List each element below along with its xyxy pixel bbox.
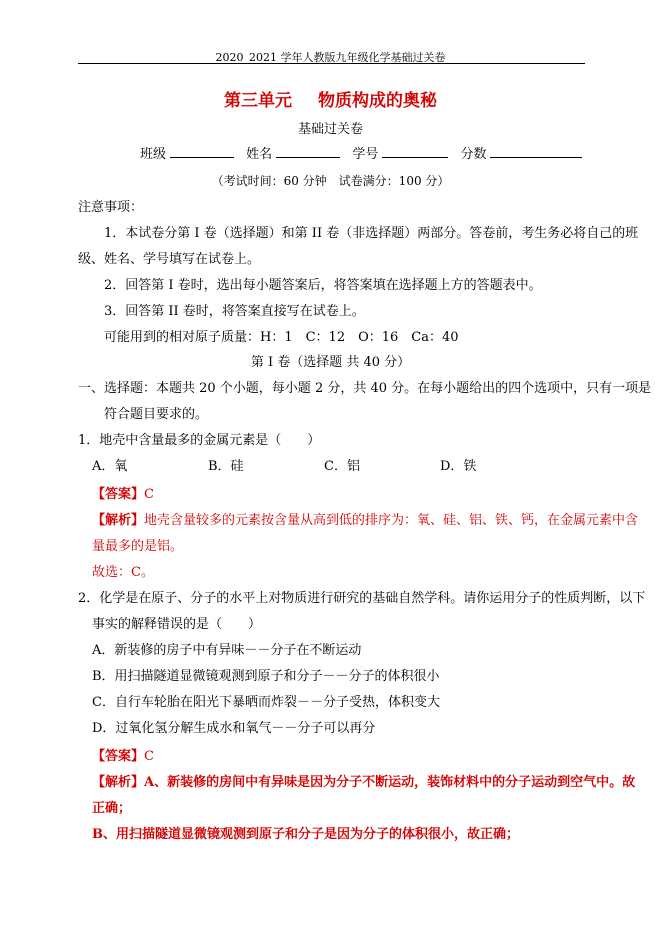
section-instructions: 一、选择题：本题共 20 个小题，每小题 2 分，共 40 分。在每小题给出的四个选项中，只有一项是 [78, 381, 652, 396]
atomic-masses: 可能用到的相对原子质量：H：1 C：12 O：16 Ca：40 [104, 330, 459, 345]
student-info-fields [140, 143, 582, 162]
q2-analysis-b: B、用扫描隧道显微镜观测到原子和分子是因为分子的体积很小，故正确； [92, 827, 519, 842]
notice-item-1-cont: 级、姓名、学号填写在试卷上。 [78, 252, 261, 267]
q1-analysis [92, 509, 638, 528]
q2-option-c[interactable]: C．自行车轮胎在阳光下暴晒而炸裂－－分子受热，体积变大 [92, 695, 440, 710]
unit-topic: 物质构成的奥秘 [318, 91, 437, 111]
q1-option-c[interactable]: C．铝 [324, 459, 360, 474]
q2-stem-cont: 事实的解释错误的是（ ） [92, 617, 262, 632]
q2-answer-tag: 【答案】 [92, 749, 145, 764]
name-blank[interactable] [276, 145, 340, 158]
q2-option-a[interactable]: A．新装修的房子中有异味－－分子在不断运动 [92, 643, 362, 658]
q2-analysis-a-text: A、新装修的房间中有异味是因为分子不断运动，装饰材料中的分子运动到空气中。故 [144, 775, 636, 790]
name-label: 姓名 [246, 147, 273, 162]
section-title: 第 I 卷（选择题 共 40 分） [250, 355, 411, 370]
notice-heading: 注意事项： [78, 200, 144, 215]
q1-answer-value: C [144, 487, 154, 502]
notice-item-1: 1．本试卷分第 I 卷（选择题）和第 II 卷（非选择题）两部分。答卷前，考生务必将自己的班 [104, 226, 639, 241]
exam-info: （考试时间：60 分钟 试卷满分：100 分） [211, 174, 450, 188]
unit-label: 第三单元 [224, 91, 292, 111]
q2-analysis-a [92, 771, 635, 790]
q1-option-b[interactable]: B．硅 [208, 459, 244, 474]
q2-answer [92, 745, 154, 764]
student-id-blank[interactable] [382, 145, 448, 158]
q2-answer-value: C [144, 749, 154, 764]
q2-option-d[interactable]: D．过氧化氢分解生成水和氧气－－分子可以再分 [92, 721, 376, 736]
q1-option-d[interactable]: D．铁 [440, 459, 477, 474]
q1-analysis-text: 地壳含量较多的元素按含量从高到低的排序为：氧、硅、铝、铁、钙，在金属元素中含 [144, 513, 639, 528]
score-blank[interactable] [490, 145, 582, 158]
notice-item-2: 2．回答第 I 卷时，选出每小题答案后，将答案填在选择题上方的答题表中。 [104, 278, 542, 293]
page-title [0, 86, 661, 111]
student-id-label: 学号 [352, 147, 379, 162]
q2-option-b[interactable]: B．用扫描隧道显微镜观测到原子和分子－－分子的体积很小 [92, 669, 440, 684]
score-label: 分数 [460, 147, 487, 162]
header-divider [78, 63, 585, 64]
q1-answer [92, 483, 154, 502]
section-instructions-cont: 符合题目要求的。 [104, 407, 209, 422]
subtitle: 基础过关卷 [297, 122, 363, 137]
running-header: 2020_2021 学年人教版九年级化学基础过关卷 [215, 51, 446, 64]
q2-analysis-a-cont: 正确； [92, 801, 132, 816]
q1-analysis-cont: 量最多的是铝。 [92, 539, 184, 554]
notice-item-3: 3．回答第 II 卷时，将答案直接写在试卷上。 [104, 304, 365, 319]
q1-option-a[interactable]: A．氧 [92, 459, 128, 474]
q1-analysis-tag: 【解析】 [92, 513, 145, 528]
class-label: 班级 [140, 147, 167, 162]
q2-stem: 2．化学是在原子、分子的水平上对物质进行研究的基础自然学科。请你运用分子的性质判断，以下 [78, 591, 646, 606]
q1-answer-tag: 【答案】 [92, 487, 145, 502]
q1-options [92, 455, 556, 474]
q1-stem: 1．地壳中含量最多的金属元素是（ ） [78, 433, 321, 448]
q1-conclusion: 故选：C。 [92, 565, 154, 580]
class-blank[interactable] [170, 145, 234, 158]
q2-analysis-tag: 【解析】 [92, 775, 145, 790]
